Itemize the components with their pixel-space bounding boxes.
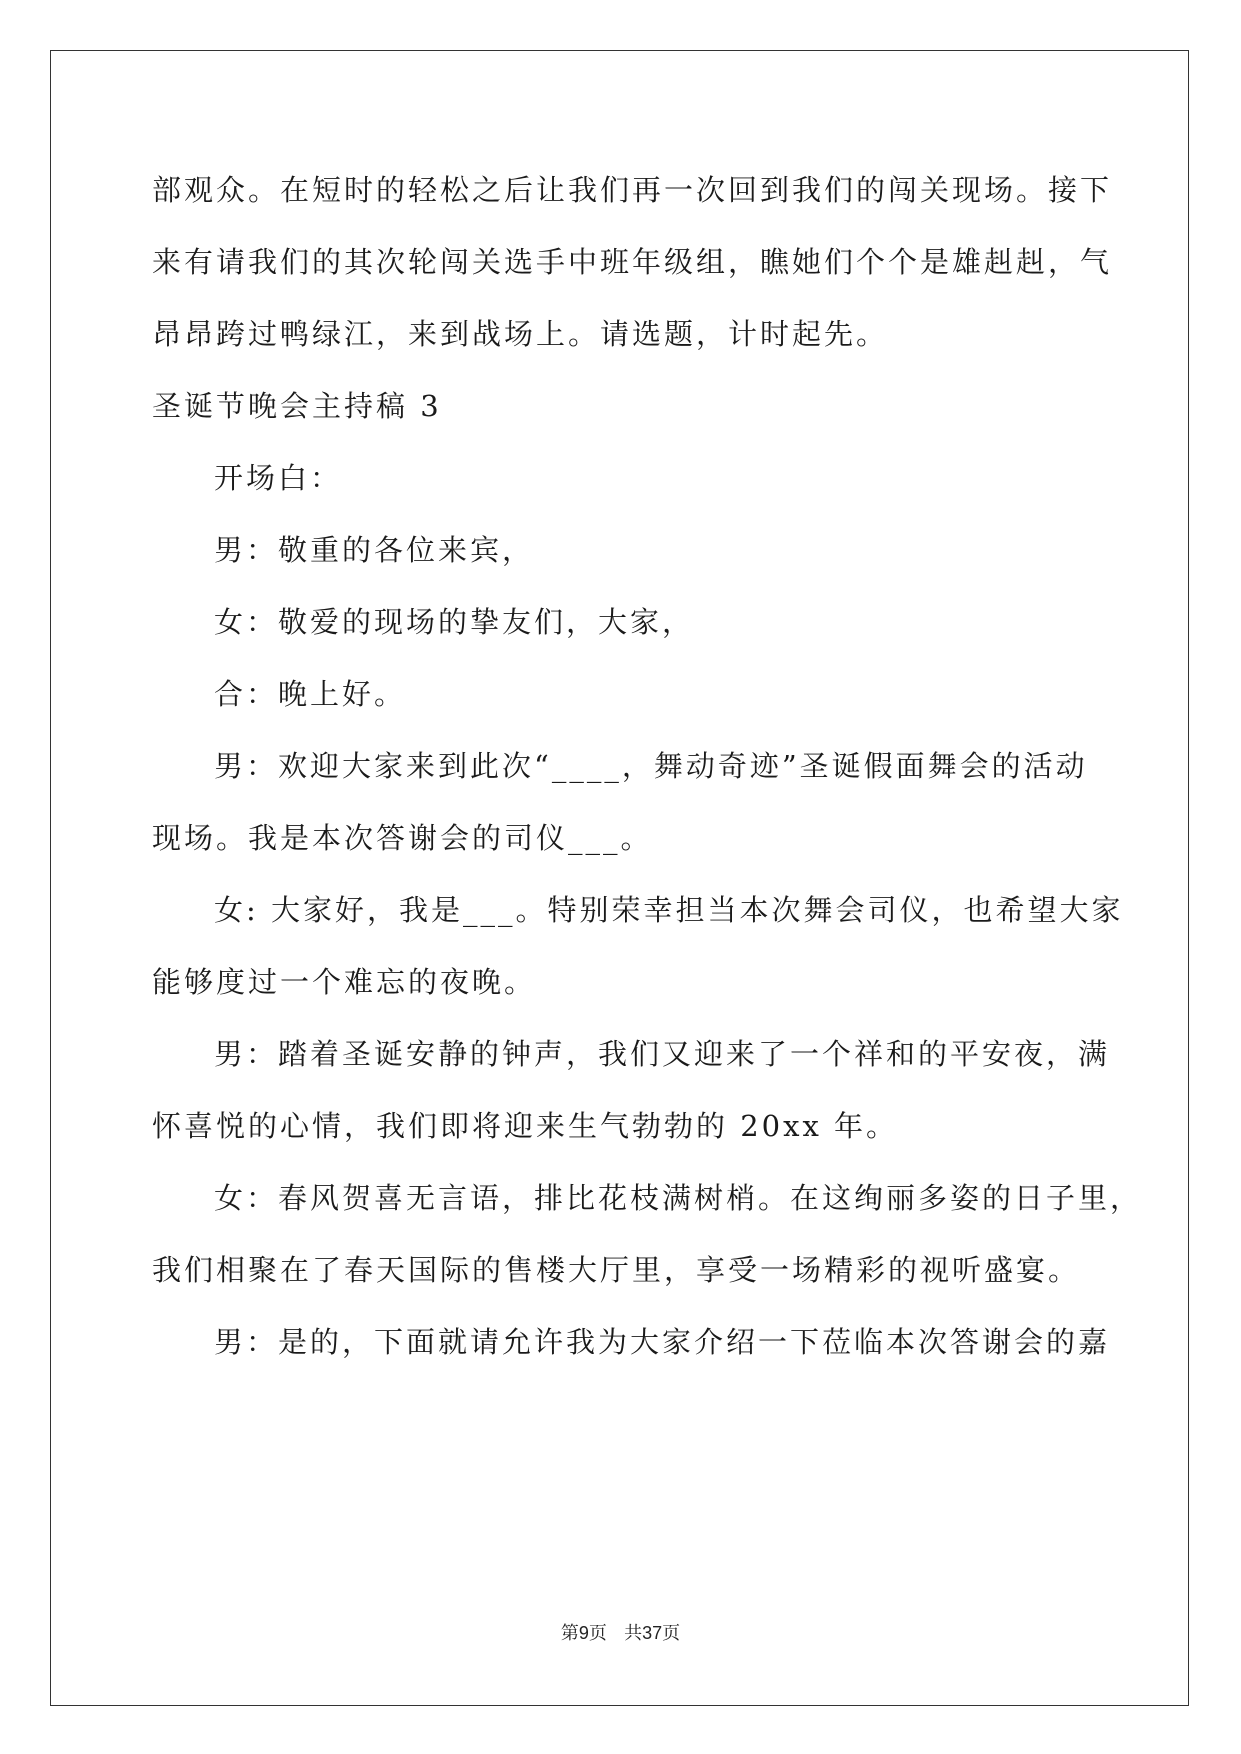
footer-total-suffix: 页 xyxy=(662,1623,681,1644)
text-line: 女：敬爱的现场的挚友们，大家， xyxy=(214,605,695,639)
text-line: 男：踏着圣诞安静的钟声，我们又迎来了一个祥和的平安夜，满 xyxy=(214,1037,1111,1071)
total-page-number: 37 xyxy=(642,1623,663,1643)
current-page-number: 9 xyxy=(578,1623,589,1643)
text-line: 我们相聚在了春天国际的售楼大厅里，享受一场精彩的视听盛宴。 xyxy=(152,1253,1081,1287)
text-line: 能够度过一个难忘的夜晚。 xyxy=(152,965,537,999)
footer-prefix: 第 xyxy=(560,1623,579,1644)
text-line: 怀喜悦的心情，我们即将迎来生气勃勃的 20xx 年。 xyxy=(152,1109,899,1143)
text-line: 部观众。在短时的轻松之后让我们再一次回到我们的闯关现场。接下 xyxy=(152,173,1113,207)
text-line: 男：是的，下面就请允许我为大家介绍一下莅临本次答谢会的嘉 xyxy=(214,1325,1111,1359)
text-line: 男：欢迎大家来到此次“____，舞动奇迹”圣诞假面舞会的活动 xyxy=(214,749,1088,783)
text-line: 女: 大家好，我是___。特别荣幸担当本次舞会司仪，也希望大家 xyxy=(214,893,1124,927)
text-line: 女：春风贺喜无言语，排比花枝满树梢。在这绚丽多姿的日子里， xyxy=(214,1181,1143,1215)
section-heading: 圣诞节晚会主持稿 3 xyxy=(152,389,442,423)
text-line: 合：晚上好。 xyxy=(214,677,407,711)
text-line: 昂昂跨过鸭绿江，来到战场上。请选题，计时起先。 xyxy=(152,317,889,351)
text-line: 来有请我们的其次轮闯关选手中班年级组，瞧她们个个是雄赳赳，气 xyxy=(152,245,1113,279)
text-line: 开场白： xyxy=(214,461,343,495)
page-border xyxy=(50,50,1189,1706)
text-line: 现场。我是本次答谢会的司仪___。 xyxy=(152,821,653,855)
footer-total-prefix: 共 xyxy=(624,1623,643,1644)
page-footer xyxy=(0,1620,1241,1647)
text-line: 男：敬重的各位来宾， xyxy=(214,533,535,567)
footer-page-suffix: 页 xyxy=(588,1623,607,1644)
